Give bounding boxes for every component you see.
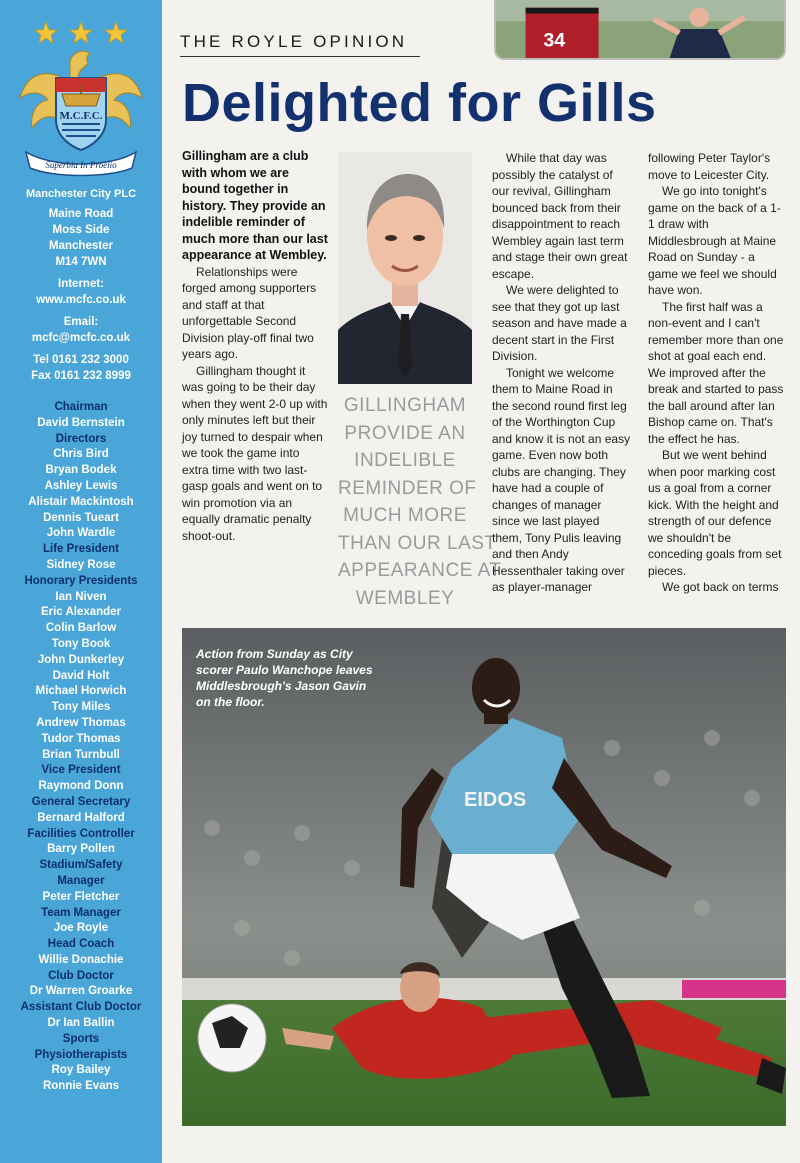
person-name: Joe Royle xyxy=(53,922,109,935)
role-heading: Sports xyxy=(62,1032,100,1045)
company-name: Manchester City PLC xyxy=(25,188,137,200)
person-name: Tony Miles xyxy=(51,701,111,714)
joe-royle-portrait xyxy=(338,152,472,384)
section-label: THE ROYLE OPINION xyxy=(180,32,408,51)
article-paragraph: Tonight we welcome them to Maine Road in the second round first leg of the Worthington Cup and know it is not an easy game. Even now both clubs are changing. They have had a couple of changes of manager since we last played them, Tony Pulis leaving and then Andy Hessenthaler taking over as player-manager xyxy=(492,365,631,594)
caption-line: Middlesbrough's Jason Gavin xyxy=(196,679,367,693)
pull-quote-line: APPEARANCE AT xyxy=(338,560,502,581)
article-lead: Gillingham are a club with whom we are bound together in history. They provide an indelible reminder of much more than our last appearance at Wembley. xyxy=(182,149,328,262)
manager-celebration-photo xyxy=(494,0,786,60)
club-crest-icon xyxy=(12,18,150,178)
person-name: Andrew Thomas xyxy=(36,716,126,729)
svg-text:Superbia In Proelio: Superbia In Proelio xyxy=(45,160,117,170)
role-heading: Manager xyxy=(57,874,105,887)
person-name: Alistair Mackintosh xyxy=(28,495,134,508)
person-name: David Bernstein xyxy=(37,416,125,429)
article-paragraph: following Peter Taylor's move to Leicester City. xyxy=(648,151,771,182)
svg-text:EIDOS: EIDOS xyxy=(464,789,527,811)
section-divider xyxy=(180,56,420,57)
article-paragraph: The first half was a non-event and I can't remember more than one shot at goal each end. We improved after the break and started to pass the ball around after Ian Bishop came on. That's the effect he has. xyxy=(648,299,784,446)
role-heading: Assistant Club Doctor xyxy=(20,1001,142,1014)
article-paragraph: While that day was possibly the catalyst of our revival, Gillingham bounced back from their disappointment to reach Wembley again last term and stage their own great escape. xyxy=(492,151,628,281)
pull-quote-line: INDELIBLE xyxy=(354,450,456,471)
pull-quote xyxy=(338,392,502,612)
fax: Fax 0161 232 8999 xyxy=(31,370,131,382)
person-name: Peter Fletcher xyxy=(42,890,120,903)
address-line: Moss Side xyxy=(52,224,110,236)
article-headline: Delighted for Gills xyxy=(182,73,657,133)
pull-quote-line: WEMBLEY xyxy=(355,587,455,609)
pull-quote-line: REMINDER OF xyxy=(338,477,477,499)
person-name: Dr Warren Groarke xyxy=(29,985,133,998)
role-heading: Head Coach xyxy=(47,938,115,951)
person-name: Colin Barlow xyxy=(45,622,117,635)
person-name: Dr Ian Ballin xyxy=(47,1017,115,1030)
article-paragraph: Relationships were forged among supporters and staff at that unforgettable Second Division play-off final two years ago. xyxy=(182,264,317,361)
pull-quote-line: PROVIDE AN xyxy=(344,422,466,444)
email-link[interactable]: mcfc@mcfc.co.uk xyxy=(31,332,131,344)
person-name: Tudor Thomas xyxy=(41,732,121,745)
role-heading: Chairman xyxy=(54,401,108,413)
article-column-3 xyxy=(492,150,632,596)
person-name: Ashley Lewis xyxy=(44,479,118,492)
person-name: Roy Bailey xyxy=(51,1064,111,1077)
website-link[interactable]: www.mcfc.co.uk xyxy=(36,294,126,306)
person-name: Bryan Bodek xyxy=(45,464,117,477)
telephone: Tel 0161 232 3000 xyxy=(33,354,129,366)
email-label: Email: xyxy=(63,316,99,328)
person-name: Raymond Donn xyxy=(38,780,124,793)
role-heading: Club Doctor xyxy=(48,969,114,982)
person-name: Bernard Halford xyxy=(37,811,125,824)
pull-quote-line: MUCH MORE xyxy=(343,505,467,526)
address-line: Maine Road xyxy=(48,208,114,220)
address-line: Manchester xyxy=(49,240,113,252)
article-column-4 xyxy=(648,150,786,596)
role-heading: Physiotherapists xyxy=(34,1048,128,1061)
role-heading: Team Manager xyxy=(41,906,121,919)
photo-caption xyxy=(196,646,436,710)
role-heading: Stadium/Safety xyxy=(39,859,123,872)
person-name: Dennis Tueart xyxy=(43,511,119,524)
pull-quote-line: THAN OUR LAST xyxy=(338,532,497,554)
role-heading: Life President xyxy=(42,543,120,556)
person-name: John Dunkerley xyxy=(37,653,125,666)
article-paragraph: But we went behind when poor marking cost us a goal from a corner kick. With the height and strength of our defence we shouldn't be conceding goals from set pieces. xyxy=(648,448,782,578)
club-info-sidebar xyxy=(0,0,162,1163)
article-paragraph: We got back on terms xyxy=(662,580,779,594)
person-name: Chris Bird xyxy=(53,448,109,461)
pull-quote-line: GILLINGHAM xyxy=(343,395,467,416)
caption-line: scorer Paulo Wanchope leaves xyxy=(196,663,373,677)
role-heading: Honorary Presidents xyxy=(24,574,138,587)
person-name: Brian Turnbull xyxy=(42,748,120,761)
internet-label: Internet: xyxy=(58,278,104,290)
role-heading: Vice President xyxy=(41,764,121,777)
role-heading: Directors xyxy=(55,432,107,445)
role-heading: Facilities Controller xyxy=(27,827,135,840)
role-heading: General Secretary xyxy=(31,795,131,808)
article-paragraph: We go into tonight's game on the back of a 1-1 draw with Middlesbrough at Maine Road on Sunday - a game we feel we should have won. xyxy=(648,184,781,297)
article-column-1 xyxy=(182,148,328,544)
person-name: Ronnie Evans xyxy=(42,1080,120,1093)
svg-text:34: 34 xyxy=(543,29,566,52)
address-line: M14 7WN xyxy=(55,256,107,268)
person-name: Willie Donachie xyxy=(38,953,124,966)
person-name: John Wardle xyxy=(46,527,116,540)
person-name: Sidney Rose xyxy=(46,558,116,571)
person-name: David Holt xyxy=(52,669,110,682)
article-paragraph: Gillingham thought it was going to be their day when they went 2-0 up with only minutes left but their joy turned to despair when we took the game into extra time with two last-gasp goals and went on to win promotion via an equally dramatic penalty shoot-out. xyxy=(182,363,328,543)
person-name: Eric Alexander xyxy=(40,606,122,619)
svg-text:M.C.F.C.: M.C.F.C. xyxy=(59,110,103,122)
person-name: Barry Pollen xyxy=(47,843,115,856)
person-name: Tony Book xyxy=(51,637,111,650)
caption-line: on the floor. xyxy=(196,695,265,709)
article-paragraph: We were delighted to see that they got up last season and have made a decent start in the First Division. xyxy=(492,283,627,363)
person-name: Michael Horwich xyxy=(35,685,127,698)
caption-line: Action from Sunday as City xyxy=(196,647,353,661)
person-name: Ian Niven xyxy=(55,590,107,603)
